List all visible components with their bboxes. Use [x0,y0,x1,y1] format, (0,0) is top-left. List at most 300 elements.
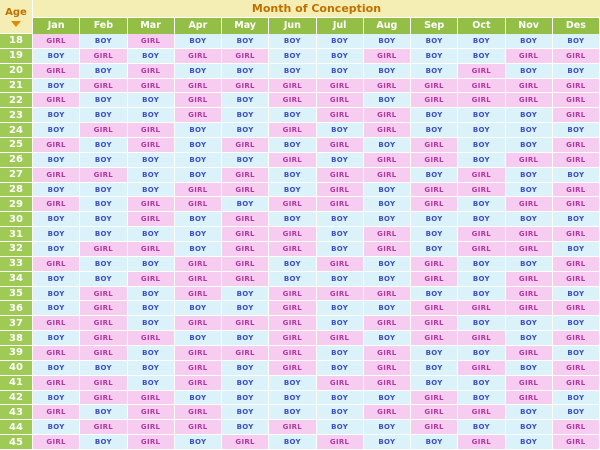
gender-cell: GIRL [33,257,80,271]
gender-cell: GIRL [269,197,316,211]
row-cells [33,316,600,330]
gender-cell: BOY [364,93,411,107]
gender-cell: GIRL [411,257,458,271]
gender-cell: GIRL [222,79,269,93]
gender-cell: BOY [33,227,80,241]
gender-cell: BOY [458,49,505,63]
gender-cell: GIRL [222,183,269,197]
age-cell: 25 [0,138,33,152]
age-cell: 24 [0,123,33,137]
gender-cell: GIRL [411,316,458,330]
table-row [0,420,600,435]
gender-cell: BOY [411,64,458,78]
gender-cell: GIRL [553,301,600,315]
gender-cell: GIRL [80,123,127,137]
gender-cell: GIRL [80,79,127,93]
gender-cell: GIRL [80,316,127,330]
gender-cell: BOY [458,197,505,211]
gender-cell: GIRL [506,272,553,286]
gender-cell: GIRL [506,376,553,390]
age-cell: 38 [0,331,33,345]
gender-cell: GIRL [364,168,411,182]
gender-cell: BOY [458,123,505,137]
gender-cell: BOY [269,257,316,271]
row-cells [33,64,600,78]
gender-cell: GIRL [364,79,411,93]
gender-cell: BOY [33,272,80,286]
gender-cell: GIRL [80,376,127,390]
row-cells [33,34,600,48]
gender-cell: GIRL [411,420,458,434]
gender-cell: GIRL [175,420,222,434]
gender-cell: GIRL [269,93,316,107]
gender-cell: BOY [411,287,458,301]
table-row [0,168,600,183]
gender-cell: BOY [458,272,505,286]
row-cells [33,272,600,286]
row-cells [33,168,600,182]
table-row [0,227,600,242]
row-cells [33,227,600,241]
gender-cell: GIRL [506,49,553,63]
gender-cell: BOY [33,361,80,375]
age-cell: 37 [0,316,33,330]
gender-cell: BOY [364,138,411,152]
gender-cell: BOY [33,391,80,405]
gender-cell: BOY [506,420,553,434]
age-cell: 42 [0,391,33,405]
gender-cell: GIRL [364,405,411,419]
gender-cell: BOY [128,287,175,301]
gender-cell: BOY [128,361,175,375]
gender-cell: GIRL [222,272,269,286]
gender-cell: BOY [364,212,411,226]
gender-cell: BOY [458,34,505,48]
gender-cell: GIRL [553,361,600,375]
gender-cell: GIRL [33,405,80,419]
gender-cell: BOY [458,212,505,226]
gender-cell: GIRL [269,242,316,256]
gender-cell: BOY [175,331,222,345]
gender-cell: BOY [364,197,411,211]
gender-cell: BOY [269,391,316,405]
age-cell: 28 [0,183,33,197]
gender-cell: BOY [317,49,364,63]
gender-cell: GIRL [317,331,364,345]
gender-cell: GIRL [269,346,316,360]
age-cell: 29 [0,197,33,211]
gender-cell: GIRL [128,212,175,226]
gender-cell: BOY [317,227,364,241]
gender-cell: BOY [364,257,411,271]
gender-cell: GIRL [175,272,222,286]
gender-cell: BOY [506,361,553,375]
gender-cell: GIRL [33,316,80,330]
gender-cell: BOY [33,301,80,315]
gender-cell: BOY [128,346,175,360]
gender-cell: GIRL [128,138,175,152]
age-cell: 40 [0,361,33,375]
gender-cell: BOY [269,168,316,182]
gender-cell: GIRL [364,49,411,63]
row-cells [33,405,600,419]
gender-cell: GIRL [175,376,222,390]
gender-cell: BOY [317,212,364,226]
gender-cell: BOY [269,64,316,78]
gender-cell: GIRL [458,168,505,182]
gender-cell: GIRL [458,79,505,93]
gender-cell: GIRL [269,79,316,93]
gender-cell: GIRL [33,197,80,211]
table-row [0,153,600,168]
gender-cell: GIRL [222,242,269,256]
gender-cell: BOY [506,212,553,226]
table-row [0,108,600,123]
gender-cell: BOY [128,301,175,315]
gender-cell: BOY [269,212,316,226]
gender-cell: GIRL [411,138,458,152]
gender-cell: BOY [411,34,458,48]
gender-cell: GIRL [364,361,411,375]
gender-cell: BOY [80,138,127,152]
gender-cell: GIRL [269,287,316,301]
gender-cell: BOY [506,331,553,345]
gender-cell: GIRL [128,123,175,137]
gender-cell: GIRL [411,93,458,107]
gender-cell: BOY [411,123,458,137]
row-cells [33,301,600,315]
gender-cell: BOY [506,138,553,152]
age-cell: 31 [0,227,33,241]
gender-cell: BOY [33,108,80,122]
gender-cell: BOY [506,34,553,48]
gender-cell: GIRL [175,361,222,375]
gender-cell: GIRL [411,331,458,345]
gender-cell: BOY [222,405,269,419]
gender-cell: BOY [269,183,316,197]
gender-cell: BOY [506,108,553,122]
gender-cell: BOY [80,153,127,167]
gender-cell: BOY [80,405,127,419]
gender-cell: GIRL [553,420,600,434]
month-header-nov: Nov [506,18,553,34]
gender-cell: GIRL [175,346,222,360]
gender-cell: GIRL [175,93,222,107]
gender-cell: BOY [80,64,127,78]
gender-cell: GIRL [458,64,505,78]
gender-cell: BOY [553,287,600,301]
gender-cell: GIRL [506,346,553,360]
table-row [0,49,600,64]
row-cells [33,391,600,405]
month-header-aug: Aug [364,18,411,34]
gender-cell: GIRL [553,331,600,345]
row-cells [33,331,600,345]
gender-cell: GIRL [553,138,600,152]
gender-cell: BOY [128,108,175,122]
row-cells [33,49,600,63]
gender-cell: GIRL [175,316,222,330]
gender-cell: GIRL [80,287,127,301]
age-cell: 35 [0,287,33,301]
gender-cell: BOY [175,435,222,449]
row-cells [33,212,600,226]
age-cell: 32 [0,242,33,256]
gender-cell: BOY [364,331,411,345]
age-cell: 22 [0,93,33,107]
gender-cell: GIRL [33,376,80,390]
row-cells [33,138,600,152]
gender-cell: GIRL [553,93,600,107]
gender-cell: GIRL [128,405,175,419]
gender-cell: GIRL [458,301,505,315]
gender-cell: BOY [128,183,175,197]
gender-cell: BOY [269,435,316,449]
month-header-apr: Apr [175,18,222,34]
gender-cell: BOY [411,346,458,360]
gender-cell: GIRL [317,93,364,107]
gender-cell: BOY [553,168,600,182]
age-cell: 36 [0,301,33,315]
gender-cell: GIRL [33,64,80,78]
month-of-conception-title: Month of Conception [33,0,600,18]
gender-cell: BOY [553,34,600,48]
gender-cell: GIRL [175,257,222,271]
row-cells [33,183,600,197]
gender-cell: BOY [128,153,175,167]
gender-cell: GIRL [553,153,600,167]
gender-cell: BOY [128,376,175,390]
gender-cell: GIRL [80,331,127,345]
row-cells [33,361,600,375]
gender-cell: BOY [317,242,364,256]
gender-cell: BOY [553,64,600,78]
gender-cell: BOY [553,316,600,330]
gender-cell: GIRL [269,123,316,137]
gender-cell: GIRL [175,49,222,63]
gender-cell: BOY [317,64,364,78]
gender-cell: BOY [222,301,269,315]
gender-cell: BOY [33,153,80,167]
table-row [0,361,600,376]
gender-cell: GIRL [411,391,458,405]
gender-cell: BOY [458,420,505,434]
gender-cell: BOY [33,331,80,345]
gender-cell: BOY [506,168,553,182]
age-cell: 23 [0,108,33,122]
gender-cell: GIRL [364,242,411,256]
gender-cell: BOY [364,391,411,405]
gender-cell: GIRL [364,316,411,330]
gender-cell: GIRL [411,301,458,315]
age-cell: 26 [0,153,33,167]
gender-cell: BOY [128,227,175,241]
table-row [0,346,600,361]
gender-cell: BOY [175,168,222,182]
gender-cell: BOY [269,376,316,390]
gender-cell: BOY [506,123,553,137]
gender-cell: BOY [364,420,411,434]
age-header [0,0,33,34]
gender-cell: GIRL [222,346,269,360]
gender-cell: BOY [317,420,364,434]
gender-cell: BOY [317,316,364,330]
gender-cell: GIRL [80,301,127,315]
gender-cell: GIRL [411,183,458,197]
gender-cell: GIRL [222,435,269,449]
table-row [0,93,600,108]
gender-cell: GIRL [317,435,364,449]
gender-cell: BOY [222,420,269,434]
gender-cell: GIRL [553,435,600,449]
gender-cell: BOY [222,123,269,137]
gender-cell: GIRL [175,197,222,211]
gender-cell: GIRL [269,420,316,434]
gender-cell: GIRL [364,153,411,167]
gender-cell: GIRL [80,391,127,405]
gender-cell: BOY [506,183,553,197]
gender-cell: BOY [128,257,175,271]
gender-cell: BOY [317,123,364,137]
gender-cell: BOY [317,361,364,375]
gender-cell: BOY [411,435,458,449]
gender-cell: BOY [80,361,127,375]
gender-cell: GIRL [411,405,458,419]
gender-cell: BOY [175,138,222,152]
table-row [0,272,600,287]
gender-cell: GIRL [317,79,364,93]
gender-cell: BOY [364,301,411,315]
gender-cell: GIRL [364,346,411,360]
gender-cell: GIRL [80,346,127,360]
gender-cell: GIRL [128,64,175,78]
table-row [0,391,600,406]
month-header-des: Des [553,18,600,34]
gender-cell: BOY [33,123,80,137]
gender-cell: BOY [222,108,269,122]
gender-cell: GIRL [506,197,553,211]
month-header-row [33,18,600,34]
gender-cell: BOY [269,405,316,419]
gender-cell: BOY [33,183,80,197]
gender-cell: GIRL [222,227,269,241]
gender-cell: BOY [175,212,222,226]
gender-cell: BOY [364,272,411,286]
gender-cell: GIRL [364,108,411,122]
gender-cell: BOY [33,242,80,256]
gender-cell: BOY [222,153,269,167]
row-cells [33,346,600,360]
gender-cell: GIRL [458,435,505,449]
table-row [0,376,600,391]
gender-cell: BOY [269,272,316,286]
gender-cell: BOY [317,272,364,286]
table-row [0,64,600,79]
month-header-jun: Jun [269,18,316,34]
gender-cell: BOY [553,346,600,360]
table-row [0,435,600,450]
gender-cell: GIRL [506,153,553,167]
gender-cell: BOY [411,168,458,182]
age-cell: 34 [0,272,33,286]
gender-cell: BOY [33,287,80,301]
gender-cell: BOY [222,391,269,405]
gender-cell: GIRL [33,34,80,48]
table-row [0,287,600,302]
gender-cell: GIRL [506,93,553,107]
gender-cell: GIRL [175,183,222,197]
gender-cell: GIRL [458,242,505,256]
gender-cell: BOY [128,316,175,330]
age-cell: 19 [0,49,33,63]
age-cell: 21 [0,79,33,93]
gender-cell: GIRL [364,287,411,301]
gender-cell: BOY [506,64,553,78]
gender-cell: BOY [269,49,316,63]
gender-cell: GIRL [553,108,600,122]
gender-cell: BOY [33,49,80,63]
gender-cell: GIRL [222,257,269,271]
gender-cell: BOY [175,242,222,256]
gender-cell: GIRL [222,49,269,63]
gender-cell: GIRL [128,34,175,48]
row-cells [33,435,600,449]
gender-cell: BOY [364,34,411,48]
gender-cell: GIRL [458,331,505,345]
month-header-oct: Oct [458,18,505,34]
gender-cell: GIRL [269,361,316,375]
gender-cell: BOY [269,108,316,122]
age-cell: 43 [0,405,33,419]
gender-cell: GIRL [553,376,600,390]
gender-cell: BOY [458,316,505,330]
gender-cell: GIRL [80,242,127,256]
gender-cell: GIRL [80,49,127,63]
gender-cell: GIRL [411,79,458,93]
gender-cell: BOY [80,435,127,449]
gender-cell: GIRL [269,301,316,315]
table-row [0,257,600,272]
gender-cell: BOY [411,376,458,390]
gender-cell: BOY [80,108,127,122]
row-cells [33,153,600,167]
gender-cell: BOY [33,79,80,93]
gender-cell: GIRL [506,227,553,241]
gender-cell: GIRL [128,435,175,449]
gender-cell: BOY [80,197,127,211]
gender-cell: GIRL [411,197,458,211]
gender-cell: GIRL [411,153,458,167]
gender-cell: GIRL [128,420,175,434]
gender-cell: BOY [458,138,505,152]
row-cells [33,197,600,211]
table-row [0,123,600,138]
month-header-jan: Jan [33,18,80,34]
gender-cell: BOY [175,64,222,78]
gender-cell: GIRL [128,79,175,93]
gender-cell: BOY [506,257,553,271]
gender-cell: GIRL [458,361,505,375]
gender-cell: BOY [222,287,269,301]
gender-cell: BOY [222,197,269,211]
row-cells [33,257,600,271]
gender-cell: GIRL [553,197,600,211]
gender-cell: BOY [80,272,127,286]
gender-cell: BOY [269,138,316,152]
gender-cell: GIRL [128,331,175,345]
gender-cell: BOY [128,93,175,107]
gender-cell: GIRL [269,153,316,167]
